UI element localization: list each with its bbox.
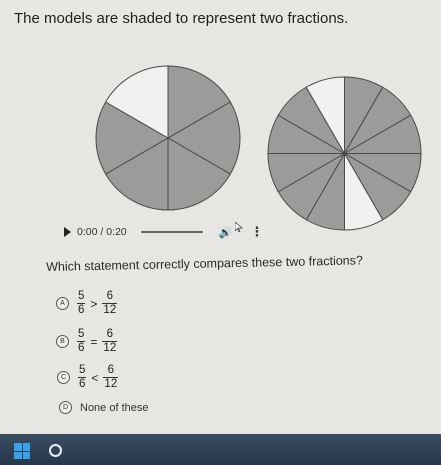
option-letter: C xyxy=(57,371,70,384)
option-c[interactable] xyxy=(57,364,118,391)
comparison-operator: = xyxy=(90,334,98,349)
numerator: 5 xyxy=(79,364,86,376)
search-icon[interactable] xyxy=(49,444,62,457)
comparison-operator: > xyxy=(90,296,98,311)
fraction xyxy=(77,328,85,355)
option-a[interactable] xyxy=(56,290,117,317)
option-letter: D xyxy=(59,401,72,414)
denominator: 12 xyxy=(103,342,117,354)
question-text: Which statement correctly compares these two fractions? xyxy=(46,253,364,274)
windows-start-icon[interactable] xyxy=(14,443,30,459)
denominator: 6 xyxy=(79,378,86,390)
option-text: None of these xyxy=(80,401,149,414)
fraction-model-twelfths xyxy=(267,76,422,231)
fraction xyxy=(102,290,117,317)
numerator: 5 xyxy=(78,290,85,302)
mouse-cursor-icon xyxy=(235,222,243,232)
numerator: 6 xyxy=(106,290,114,302)
fraction xyxy=(77,290,85,317)
comparison-operator: < xyxy=(91,370,99,385)
option-b[interactable] xyxy=(56,328,117,355)
denominator: 12 xyxy=(104,378,118,390)
numerator: 6 xyxy=(107,364,115,376)
audio-player xyxy=(64,222,279,242)
numerator: 6 xyxy=(106,328,114,340)
prompt-text: The models are shaded to represent two fractions. xyxy=(14,10,349,27)
fraction xyxy=(103,364,118,391)
fraction-model-sixths xyxy=(95,65,241,211)
play-icon[interactable] xyxy=(64,227,71,237)
audio-time: 0:00 / 0:20 xyxy=(77,226,127,238)
option-d[interactable] xyxy=(59,401,149,414)
option-letter: B xyxy=(56,335,69,348)
denominator: 6 xyxy=(78,304,85,316)
fraction xyxy=(102,328,117,355)
more-options-icon[interactable]: ⋮ xyxy=(250,224,264,239)
audio-progress-track[interactable] xyxy=(141,231,203,233)
taskbar xyxy=(0,434,441,465)
numerator: 5 xyxy=(78,328,85,340)
denominator: 6 xyxy=(78,342,85,354)
denominator: 12 xyxy=(103,304,117,316)
fraction xyxy=(78,364,86,391)
speaker-icon[interactable]: 🔊 xyxy=(218,226,233,239)
option-letter: A xyxy=(56,297,69,310)
